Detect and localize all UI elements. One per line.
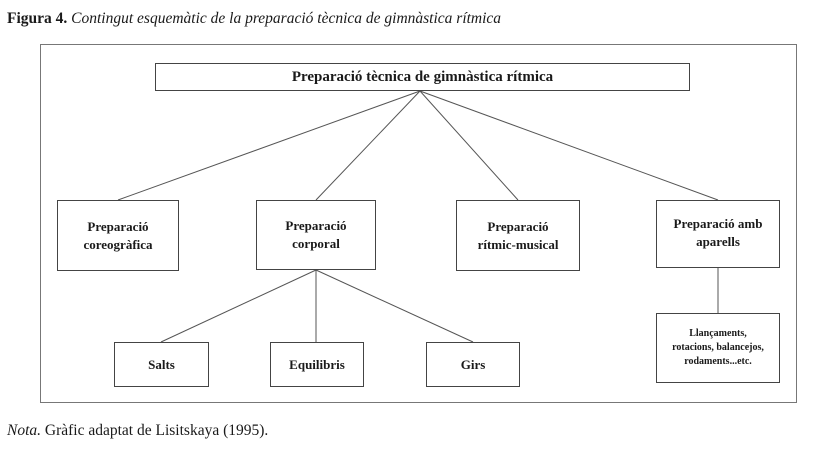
node-label-line2: coreogràfica	[83, 236, 153, 252]
node-label-line1: Preparació	[487, 218, 549, 234]
note-text: Gràfic adaptat de Lisitskaya (1995).	[41, 422, 269, 439]
node-label-line2: rotacions, balancejos,	[672, 342, 764, 353]
connector-root-corporal	[316, 91, 420, 200]
node-salts	[114, 342, 209, 387]
node-label-line1: Llançaments,	[689, 328, 747, 339]
connector-corporal-girs	[316, 270, 473, 342]
node-preparacio-coreografica	[57, 200, 179, 271]
node-label: Equilibris	[289, 356, 345, 372]
node-label-line1: Preparació	[87, 218, 149, 234]
node-label-line2: rítmic-musical	[477, 236, 559, 252]
node-label-line1: Preparació	[285, 218, 347, 234]
node-girs	[426, 342, 520, 387]
connector-root-coreografica	[118, 91, 420, 200]
root-node-label: Preparació tècnica de gimnàstica rítmica	[291, 68, 554, 85]
node-preparacio-amb-aparells	[656, 200, 780, 268]
node-label: Salts	[148, 356, 175, 372]
node-label-line2: aparells	[696, 233, 740, 249]
connector-corporal-salts	[161, 270, 316, 342]
figure-label: Figura 4.	[7, 10, 68, 27]
connector-root-ritmic	[420, 91, 518, 200]
node-preparacio-ritmic-musical	[456, 200, 580, 271]
node-label-line1: Preparació amb	[673, 216, 763, 231]
node-equilibris	[270, 342, 364, 387]
connector-root-aparells	[420, 91, 718, 200]
figure-note	[7, 422, 268, 440]
note-label: Nota.	[7, 422, 42, 439]
node-label-line2: corporal	[292, 236, 340, 251]
figure-title: Contingut esquemàtic de la preparació tècnica de gimnàstica rítmica	[71, 10, 502, 27]
node-label-line3: rodaments...etc.	[684, 356, 752, 367]
node-preparacio-corporal	[256, 200, 376, 270]
node-label: Girs	[460, 356, 486, 372]
node-aparells-actions	[656, 313, 780, 383]
root-node	[155, 63, 690, 91]
